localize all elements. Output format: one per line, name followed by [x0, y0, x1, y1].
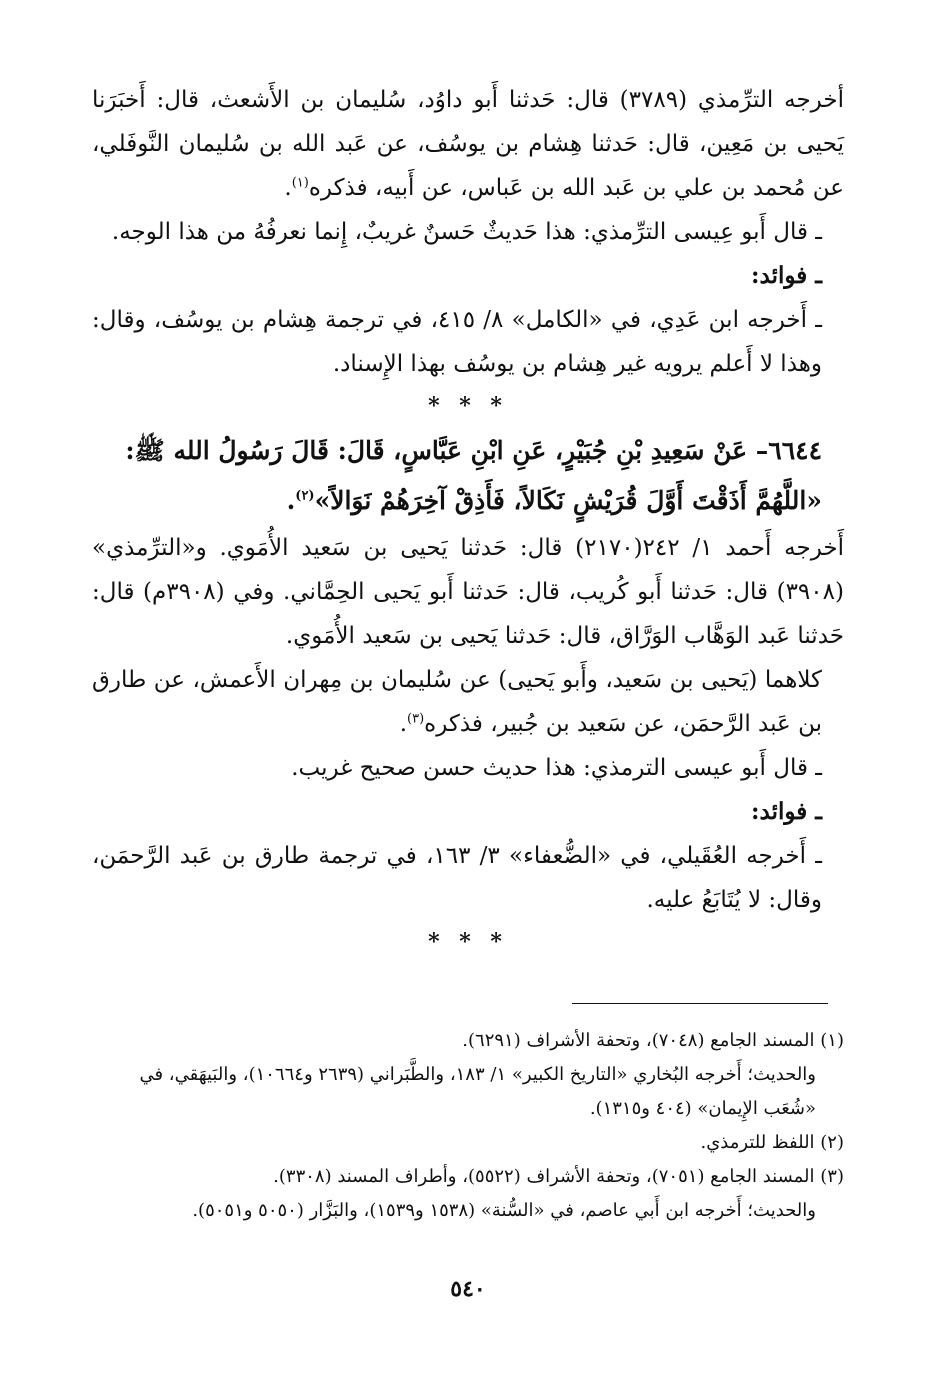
punctuation: .	[284, 175, 292, 201]
footnote-1-continuation: والحديث؛ أَخرجه البُخاري «التاريخ الكبير» ١/ ١٨٣، والطَّبَراني (٢٦٣٩ و١٠٦٦٤)، والبَيهَقي، في «شُعَب الإِيمان» (٤٠٤ و١٣١٥).	[139, 1064, 816, 1119]
punctuation: .	[286, 486, 296, 515]
takhrij-text: أخرجه الترِّمذي (٣٧٨٩) قال: حَدثنا أَبو داوُد، سُليمان بن الأَشعث، قال: أَخبَرَنا يَحيى بن مَعِين، قال: حَدثنا هِشام بن يوسُف، عن عَبد الله بن سُليمان النَّوفَلي، عن مُحمد بن علي بن عَبد الله بن عَباس، عن أَبيه، فذكره	[92, 87, 844, 201]
hadith-number: ٦٦٤٤	[768, 436, 822, 465]
section-separator: * * *	[428, 393, 508, 419]
footnote-ref-1[interactable]: (١)	[291, 175, 309, 191]
footnote-divider	[572, 1003, 828, 1004]
narrators-paragraph	[92, 658, 844, 746]
section-separator-2: * * *	[428, 929, 508, 955]
main-text	[92, 78, 844, 962]
tirmidhi-comment-2: ـ قال أَبو عيسى الترمذي: هذا حديث حسن صحيح غريب.	[291, 755, 822, 781]
footnote-2: (٢) اللفظ للترمذي.	[700, 1132, 844, 1153]
footnote-3: (٣) المسند الجامع (٧٠٥١)، وتحفة الأشراف (٥٥٢٢)، وأطراف المسند (٣٣٠٨).	[273, 1166, 844, 1187]
hadith-text	[92, 426, 844, 526]
footnote-3-continuation: والحديث؛ أَخرجه ابن أَبي عاصم، في «السُّنة» (١٥٣٨ و١٥٣٩)، والبَزَّار (٥٠٥٠ و٥٠٥١).	[192, 1200, 816, 1221]
tirmidhi-comment: ـ قال أَبو عِيسى الترِّمذي: هذا حَديثٌ حَسنٌ غريبٌ، إِنما نعرفُهُ من هذا الوجه.	[111, 219, 822, 245]
fawaid-text: ـ أَخرجه ابن عَدِي، في «الكامل» ٨/ ٤١٥، في ترجمة هِشام بن يوسُف، وقال: وهذا لا أَعلم يرويه غير هِشام بن يوسُف بهذا الإِسناد.	[92, 307, 822, 377]
fawaid-heading-2: ـ فوائد:	[751, 798, 822, 825]
footnotes	[92, 1024, 844, 1228]
footnote-ref-3[interactable]: (٣)	[407, 711, 425, 727]
narrators-text: كلاهما (يَحيى بن سَعيد، وأَبو يَحيى) عن سُليمان بن مِهران الأَعمش، عن طارق بن عَبد الرَّحمَن، عن سَعيد بن جُبير، فذكره	[92, 667, 822, 737]
punctuation: .	[399, 711, 407, 737]
fawaid-text-2: ـ أَخرجه العُقَيلي، في «الضُّعفاء» ٣/ ١٦٣، في ترجمة طارق بن عَبد الرَّحمَن، وقال: لا يُتَابَعُ عليه.	[92, 843, 823, 913]
fawaid-heading: ـ فوائد:	[751, 262, 822, 289]
page-number: ٥٤٠	[450, 1276, 486, 1302]
footnote-1: (١) المسند الجامع (٧٠٤٨)، وتحفة الأشراف (٦٢٩١).	[462, 1030, 844, 1051]
hadith-body: – عَنْ سَعِيدِ بْنِ جُبَيْرٍ، عَنِ ابْنِ عَبَّاسٍ، قَالَ: قَالَ رَسُولُ الله ﷺ: «اللَّهُمَّ أَذَقْتَ أَوَّلَ قُرَيْشٍ نَكَالاً، فَأَذِقْ آخِرَهُمْ نَوَالاً»	[125, 436, 822, 515]
takhrij-paragraph-2: أَخرجه أَحمد ١/ ٢٤٢(٢١٧٠) قال: حَدثنا يَحيى بن سَعيد الأُمَوي. و«الترِّمذي» (٣٩٠٨) قال: حَدثنا أَبو كُريب، قال: حَدثنا أَبو يَحيى الحِمَّاني. وفي (٣٩٠٨م) قال: حَدثنا عَبد الوَهَّاب الوَرَّاق، قال: حَدثنا يَحيى بن سَعيد الأُمَوي.	[92, 535, 845, 649]
footnote-ref-2[interactable]: (٢)	[295, 488, 315, 504]
takhrij-paragraph	[92, 78, 844, 210]
